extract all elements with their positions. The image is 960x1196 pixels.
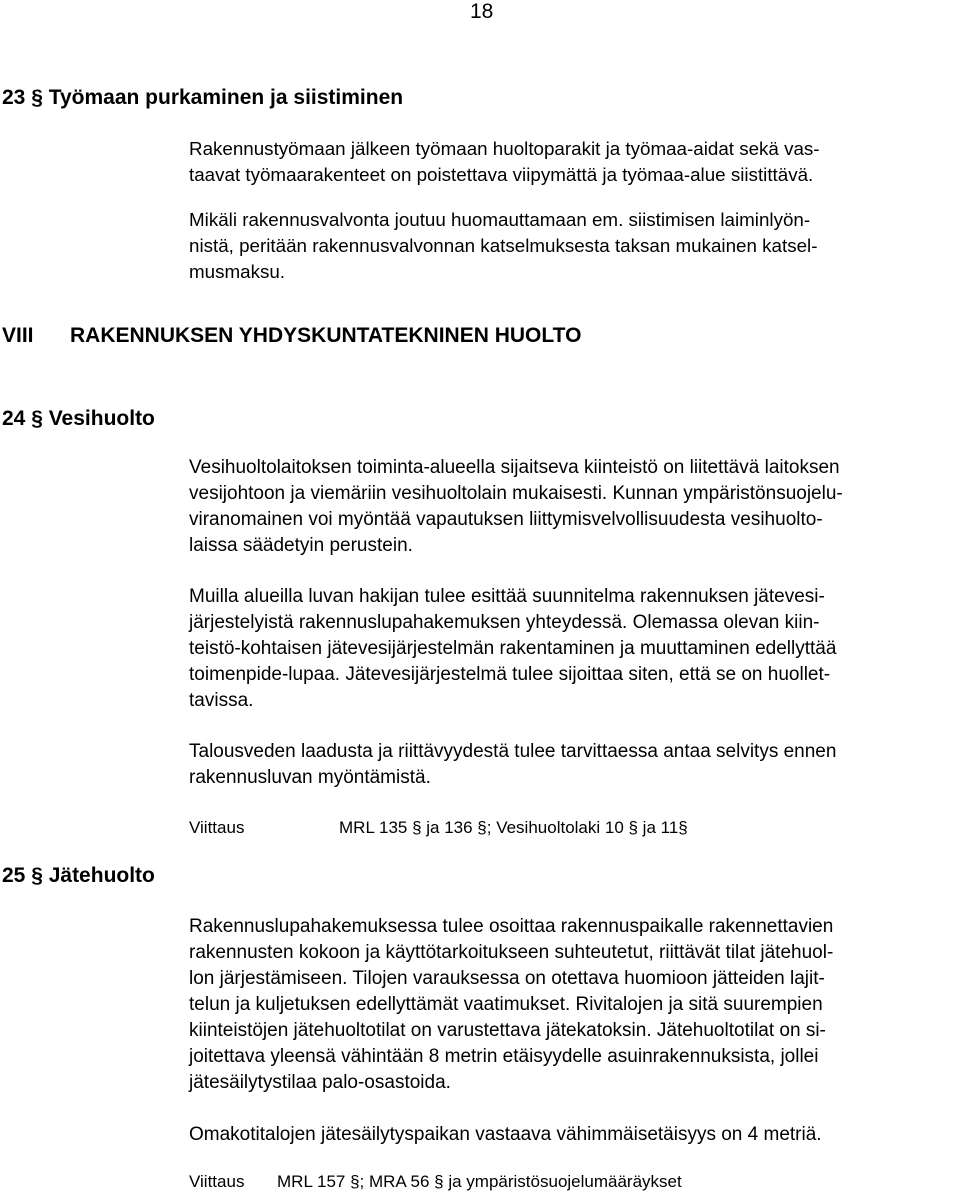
text-line: Mikäli rakennusvalvonta joutuu huomauttamaan em. siistimisen laiminlyön- (189, 209, 811, 230)
text-line: laissa säädetyin perustein. (189, 535, 413, 556)
text-line: järjestelyistä rakennuslupahakemuksen yhteydessä. Olemassa olevan kiin- (189, 612, 820, 633)
text-line: toimenpide-lupaa. Jätevesijärjestelmä tulee sijoittaa siten, että se on huollet- (189, 664, 831, 685)
section-25-paragraph-2 (189, 1122, 960, 1148)
reference-label: Viittaus (189, 818, 245, 837)
text-line: lon järjestämiseen. Tilojen varauksessa on otettava huomioon jätteiden lajit- (189, 968, 825, 989)
text-line: teistö-kohtaisen jätevesijärjestelmän rakentaminen ja muuttaminen edellyttää (189, 638, 837, 659)
page-number: 18 (470, 0, 494, 23)
text-line: kiinteistöjen jätehuoltotilat on varustettava jätekatoksin. Jätehuoltotilat on si- (189, 1020, 826, 1041)
text-line: nistä, peritään rakennusvalvonnan katselmuksesta taksan mukainen katsel- (189, 235, 818, 256)
text-line: Omakotitalojen jätesäilytyspaikan vastaava vähimmäisetäisyys on 4 metriä. (189, 1124, 822, 1145)
reference-text: MRL 135 § ja 136 §; Vesihuoltolaki 10 § ja 11§ (339, 818, 688, 837)
text-line: Talousveden laadusta ja riittävyydestä tulee tarvittaessa antaa selvitys ennen (189, 741, 837, 762)
text-line: joitettava yleensä vähintään 8 metrin etäisyydelle asuinrakennuksista, jollei (189, 1046, 819, 1067)
reference-label: Viittaus (189, 1172, 245, 1191)
text-line: Rakennustyömaan jälkeen työmaan huoltoparakit ja työmaa-aidat sekä vas- (189, 138, 820, 159)
text-line: rakennusten kokoon ja käyttötarkoitukseen suhteutetut, riittävät tilat jätehuol- (189, 942, 834, 963)
section-23-paragraph-1 (189, 136, 960, 188)
section-heading-24: 24 § Vesihuolto (2, 407, 155, 430)
chapter-title: RAKENNUKSEN YHDYSKUNTATEKNINEN HUOLTO (70, 324, 582, 347)
text-line: Vesihuoltolaitoksen toiminta-alueella sijaitseva kiinteistö on liitettävä laitoksen (189, 457, 840, 478)
text-line: musmaksu. (189, 261, 286, 282)
text-line: vesijohtoon ja viemäriin vesihuoltolain mukaisesti. Kunnan ympäristönsuojelu- (189, 483, 843, 504)
section-23-paragraph-2 (189, 207, 960, 285)
section-24-paragraph-3 (189, 739, 960, 791)
section-25-paragraph-1 (189, 914, 960, 1096)
section-heading-23: 23 § Työmaan purkaminen ja siistiminen (2, 86, 404, 109)
text-line: taavat työmaarakenteet on poistettava viipymättä ja työmaa-alue siistittävä. (189, 164, 814, 185)
reference-text: MRL 157 §; MRA 56 § ja ympäristösuojelumääräykset (277, 1172, 682, 1191)
section-24-paragraph-2 (189, 584, 960, 714)
text-line: jätesäilytystilaa palo-osastoida. (189, 1072, 451, 1093)
text-line: telun ja kuljetuksen edellyttämät vaatimukset. Rivitalojen ja sitä suurempien (189, 994, 823, 1015)
section-24-reference (189, 816, 688, 840)
chapter-numeral: VIII (2, 324, 34, 347)
text-line: tavissa. (189, 690, 254, 711)
text-line: viranomainen voi myöntää vapautuksen liittymisvelvollisuudesta vesihuolto- (189, 509, 823, 530)
text-line: Muilla alueilla luvan hakijan tulee esittää suunnitelma rakennuksen jätevesi- (189, 586, 825, 607)
section-heading-25: 25 § Jätehuolto (2, 864, 155, 887)
section-24-paragraph-1 (189, 455, 960, 559)
text-line: rakennusluvan myöntämistä. (189, 767, 431, 788)
section-25-reference (189, 1170, 682, 1194)
text-line: Rakennuslupahakemuksessa tulee osoittaa rakennuspaikalle rakennettavien (189, 916, 834, 937)
